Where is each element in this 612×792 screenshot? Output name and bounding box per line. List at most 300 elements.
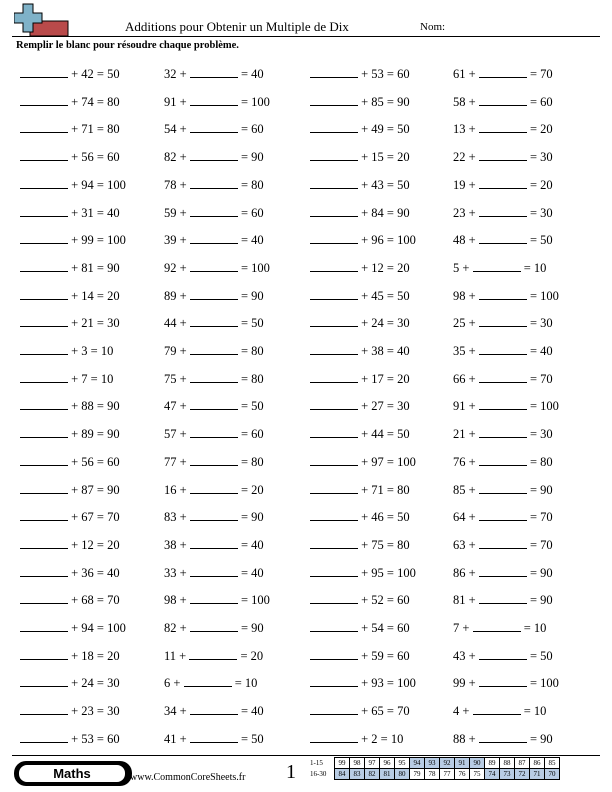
answer-key-cell: 93: [425, 758, 440, 769]
problem-left-text: 39 +: [164, 233, 190, 248]
answer-blank[interactable]: [310, 648, 358, 660]
problem-left-text: 92 +: [164, 260, 190, 275]
problem-left-text: 99 +: [453, 676, 479, 691]
answer-blank[interactable]: [479, 343, 527, 355]
answer-blank[interactable]: [190, 177, 238, 189]
answer-blank[interactable]: [310, 232, 358, 244]
problem-left-text: 81 +: [453, 593, 479, 608]
problem-text: + 7 = 10: [68, 371, 114, 386]
answer-blank[interactable]: [20, 426, 68, 438]
problem-item: [453, 454, 553, 469]
answer-key-cell: 94: [410, 758, 425, 769]
answer-blank[interactable]: [310, 260, 358, 272]
problem-left-text: 44 +: [164, 316, 190, 331]
problem-right-text: = 80: [237, 344, 264, 358]
problem-item: [20, 205, 120, 220]
problem-item: [453, 343, 553, 358]
answer-blank[interactable]: [310, 620, 358, 632]
problem-text: + 15 = 20: [358, 150, 410, 165]
problem-right-text: = 90: [526, 482, 553, 497]
problem-item: [310, 509, 410, 524]
answer-blank[interactable]: [20, 703, 68, 715]
problem-item: [164, 509, 264, 524]
answer-blank[interactable]: [479, 537, 527, 549]
problem-text: + 43 = 50: [358, 177, 410, 192]
name-label: Nom:: [420, 21, 446, 33]
problem-left-text: 35 +: [453, 344, 479, 358]
problem-left-text: 22 +: [453, 150, 479, 165]
problem-text: + 42 = 50: [68, 67, 120, 81]
answer-blank[interactable]: [190, 537, 238, 549]
problem-left-text: 19 +: [453, 177, 479, 192]
problem-item: [164, 482, 264, 497]
problem-right-text: = 70: [526, 371, 553, 386]
answer-blank[interactable]: [184, 675, 232, 687]
problem-item: [453, 648, 553, 663]
problem-item: [20, 149, 120, 164]
problem-text: + 56 = 60: [68, 150, 120, 165]
problem-item: [164, 454, 264, 469]
answer-blank[interactable]: [310, 454, 358, 466]
problem-item: [310, 232, 416, 247]
answer-key-row: [310, 758, 560, 769]
answer-blank[interactable]: [20, 232, 68, 244]
problem-item: [164, 315, 264, 330]
problem-left-text: 43 +: [453, 648, 479, 663]
answer-blank[interactable]: [20, 675, 68, 687]
problem-left-text: 91 +: [164, 94, 190, 109]
answer-blank[interactable]: [20, 177, 68, 189]
answer-blank[interactable]: [20, 343, 68, 355]
problem-item: [453, 232, 553, 247]
problem-left-text: 79 +: [164, 344, 190, 358]
problem-text: + 17 = 20: [358, 371, 410, 386]
problem-text: + 74 = 80: [68, 94, 120, 109]
problem-right-text: = 50: [526, 233, 553, 248]
problem-right-text: = 100: [526, 288, 559, 303]
answer-blank[interactable]: [20, 565, 68, 577]
problem-left-text: 57 +: [164, 427, 190, 442]
problem-text: + 59 = 60: [358, 648, 410, 663]
site-url[interactable]: www.CommonCoreSheets.fr: [130, 772, 246, 783]
problem-right-text: = 40: [237, 565, 264, 580]
problem-right-text: = 60: [237, 205, 264, 220]
problem-item: [164, 675, 257, 690]
problem-item: [453, 675, 559, 690]
problem-left-text: 48 +: [453, 233, 479, 248]
problem-item: [20, 454, 120, 469]
answer-key-cell: 80: [395, 769, 410, 780]
problem-text: + 87 = 90: [68, 482, 120, 497]
answer-blank[interactable]: [310, 703, 358, 715]
problem-item: [453, 426, 553, 441]
problem-item: [20, 731, 120, 746]
problem-item: [164, 66, 264, 81]
answer-blank[interactable]: [473, 703, 521, 715]
problem-text: + 24 = 30: [68, 676, 120, 691]
problem-item: [164, 565, 264, 580]
answer-blank[interactable]: [479, 94, 527, 106]
answer-blank[interactable]: [479, 592, 527, 604]
answer-blank[interactable]: [20, 731, 68, 743]
answer-blank[interactable]: [479, 149, 527, 161]
answer-key-cell: 72: [515, 769, 530, 780]
problem-item: [20, 537, 120, 552]
answer-blank[interactable]: [310, 426, 358, 438]
answer-key-cell: 89: [485, 758, 500, 769]
problem-item: [164, 94, 270, 109]
problem-item: [20, 482, 120, 497]
subject-badge: Maths: [18, 764, 126, 783]
answer-blank[interactable]: [190, 426, 238, 438]
problem-right-text: = 70: [526, 510, 553, 525]
answer-blank[interactable]: [479, 177, 527, 189]
problem-item: [310, 315, 410, 330]
answer-blank[interactable]: [190, 205, 238, 217]
problem-text: + 36 = 40: [68, 565, 120, 580]
answer-blank[interactable]: [310, 288, 358, 300]
answer-blank[interactable]: [310, 482, 358, 494]
answer-blank[interactable]: [310, 731, 358, 743]
problem-item: [453, 315, 553, 330]
answer-blank[interactable]: [20, 648, 68, 660]
answer-blank[interactable]: [479, 648, 527, 660]
answer-blank[interactable]: [20, 509, 68, 521]
problem-left-text: 32 +: [164, 67, 190, 81]
problem-text: + 56 = 60: [68, 454, 120, 469]
problem-left-text: 23 +: [453, 205, 479, 220]
problem-right-text: = 20: [526, 122, 553, 137]
problem-item: [453, 94, 553, 109]
problem-item: [453, 288, 559, 303]
answer-key-row: [310, 769, 560, 780]
problem-text: + 24 = 30: [358, 316, 410, 331]
problem-left-text: 38 +: [164, 537, 190, 552]
problem-item: [310, 482, 410, 497]
problem-item: [20, 675, 120, 690]
problem-item: [453, 121, 553, 136]
problem-item: [164, 205, 264, 220]
answer-blank[interactable]: [190, 482, 238, 494]
answer-blank[interactable]: [190, 260, 238, 272]
answer-blank[interactable]: [479, 565, 527, 577]
problem-item: [164, 232, 264, 247]
answer-blank[interactable]: [190, 398, 238, 410]
answer-blank[interactable]: [310, 121, 358, 133]
answer-blank[interactable]: [190, 371, 238, 383]
answer-blank[interactable]: [310, 537, 358, 549]
answer-blank[interactable]: [190, 454, 238, 466]
answer-key-cell: 71: [530, 769, 545, 780]
problem-item: [310, 149, 410, 164]
problem-left-text: 33 +: [164, 565, 190, 580]
problem-text: + 27 = 30: [358, 399, 410, 414]
problem-text: + 38 = 40: [358, 344, 410, 358]
problem-text: + 94 = 100: [68, 177, 126, 192]
answer-key-cell: 88: [500, 758, 515, 769]
answer-blank[interactable]: [310, 509, 358, 521]
problem-item: [164, 121, 264, 136]
problem-right-text: = 10: [231, 676, 258, 691]
answer-blank[interactable]: [479, 675, 527, 687]
problem-text: + 49 = 50: [358, 122, 410, 137]
problem-left-text: 85 +: [453, 482, 479, 497]
answer-blank[interactable]: [20, 592, 68, 604]
answer-blank[interactable]: [310, 177, 358, 189]
answer-blank[interactable]: [479, 482, 527, 494]
problem-right-text: = 10: [520, 260, 547, 275]
problem-item: [164, 648, 263, 663]
problem-right-text: = 30: [526, 150, 553, 165]
problem-left-text: 11 +: [164, 648, 190, 663]
problem-right-text: = 40: [237, 704, 264, 719]
problem-left-text: 83 +: [164, 510, 190, 525]
answer-blank[interactable]: [310, 565, 358, 577]
answer-blank[interactable]: [20, 315, 68, 327]
problem-item: [20, 648, 120, 663]
problem-right-text: = 20: [237, 648, 264, 663]
problem-item: [310, 66, 410, 81]
answer-blank[interactable]: [20, 94, 68, 106]
answer-blank[interactable]: [310, 592, 358, 604]
problem-item: [20, 620, 126, 635]
answer-blank[interactable]: [190, 149, 238, 161]
answer-blank[interactable]: [190, 232, 238, 244]
answer-blank[interactable]: [20, 537, 68, 549]
problem-item: [310, 426, 410, 441]
answer-blank[interactable]: [190, 509, 238, 521]
footer: [12, 755, 600, 786]
problem-item: [164, 731, 264, 746]
answer-blank[interactable]: [190, 121, 238, 133]
problem-text: + 81 = 90: [68, 260, 120, 275]
problem-item: [310, 371, 410, 386]
answer-blank[interactable]: [190, 731, 238, 743]
problem-text: + 53 = 60: [68, 731, 120, 746]
problem-right-text: = 60: [237, 427, 264, 442]
problem-right-text: = 90: [237, 621, 264, 635]
answer-blank[interactable]: [190, 592, 238, 604]
problem-item: [310, 177, 410, 192]
problem-item: [310, 121, 410, 136]
problem-left-text: 98 +: [453, 288, 479, 303]
answer-key-cell: 82: [365, 769, 380, 780]
problem-right-text: = 10: [520, 621, 547, 635]
problem-right-text: = 90: [237, 288, 264, 303]
problem-item: [20, 288, 120, 303]
answer-blank[interactable]: [479, 509, 527, 521]
problem-left-text: 21 +: [453, 427, 479, 442]
problem-text: + 18 = 20: [68, 648, 120, 663]
answer-key-cell: 74: [485, 769, 500, 780]
problem-item: [20, 426, 120, 441]
answer-blank[interactable]: [479, 205, 527, 217]
problem-left-text: 6 +: [164, 676, 184, 691]
problem-left-text: 5 +: [453, 260, 473, 275]
answer-blank[interactable]: [479, 731, 527, 743]
answer-blank[interactable]: [479, 121, 527, 133]
answer-blank[interactable]: [310, 315, 358, 327]
problem-item: [164, 426, 264, 441]
problem-item: [164, 288, 264, 303]
answer-blank[interactable]: [20, 371, 68, 383]
problem-text: + 93 = 100: [358, 676, 416, 691]
problem-right-text: = 30: [526, 205, 553, 220]
problem-item: [310, 537, 410, 552]
answer-blank[interactable]: [479, 398, 527, 410]
problem-right-text: = 90: [526, 593, 553, 608]
problem-left-text: 76 +: [453, 454, 479, 469]
answer-blank[interactable]: [20, 398, 68, 410]
answer-blank[interactable]: [20, 288, 68, 300]
problem-left-text: 47 +: [164, 399, 190, 414]
problem-item: [20, 232, 126, 247]
answer-blank[interactable]: [20, 66, 68, 78]
problem-item: [164, 371, 264, 386]
problem-right-text: = 100: [237, 260, 270, 275]
answer-blank[interactable]: [190, 66, 238, 78]
answer-blank[interactable]: [479, 232, 527, 244]
answer-blank[interactable]: [20, 149, 68, 161]
problem-text: + 94 = 100: [68, 621, 126, 635]
problem-right-text: = 100: [237, 593, 270, 608]
problem-right-text: = 90: [237, 510, 264, 525]
problem-item: [20, 371, 113, 386]
answer-blank[interactable]: [310, 371, 358, 383]
answer-blank[interactable]: [310, 149, 358, 161]
answer-key-cell: 79: [410, 769, 425, 780]
problem-item: [310, 620, 410, 635]
problem-right-text: = 30: [526, 316, 553, 331]
problem-item: [453, 565, 553, 580]
problem-item: [310, 260, 410, 275]
problem-text: + 99 = 100: [68, 233, 126, 248]
answer-blank[interactable]: [473, 260, 521, 272]
problem-item: [453, 177, 553, 192]
answer-blank[interactable]: [310, 675, 358, 687]
problem-text: + 88 = 90: [68, 399, 120, 414]
problem-left-text: 77 +: [164, 454, 190, 469]
answer-blank[interactable]: [20, 205, 68, 217]
problem-item: [164, 620, 264, 635]
problem-text: + 52 = 60: [358, 593, 410, 608]
problem-text: + 65 = 70: [358, 704, 410, 719]
problem-text: + 97 = 100: [358, 454, 416, 469]
answer-blank[interactable]: [479, 66, 527, 78]
problem-item: [453, 371, 553, 386]
answer-blank[interactable]: [190, 565, 238, 577]
problem-right-text: = 70: [526, 537, 553, 552]
problem-item: [310, 675, 416, 690]
problem-item: [164, 149, 264, 164]
problem-item: [453, 620, 546, 635]
answer-blank[interactable]: [190, 94, 238, 106]
problem-left-text: 75 +: [164, 371, 190, 386]
answer-blank[interactable]: [190, 620, 238, 632]
answer-key-cell: 84: [335, 769, 350, 780]
problem-text: + 12 = 20: [358, 260, 410, 275]
answer-blank[interactable]: [20, 454, 68, 466]
answer-blank[interactable]: [479, 454, 527, 466]
answer-blank[interactable]: [479, 371, 527, 383]
problem-text: + 85 = 90: [358, 94, 410, 109]
problem-item: [453, 703, 546, 718]
answer-key-cell: 90: [470, 758, 485, 769]
answer-blank[interactable]: [310, 343, 358, 355]
problem-right-text: = 90: [526, 565, 553, 580]
problem-item: [20, 177, 126, 192]
answer-key-cell: 75: [470, 769, 485, 780]
problem-left-text: 88 +: [453, 731, 479, 746]
problem-item: [453, 482, 553, 497]
problem-item: [164, 592, 270, 607]
answer-blank[interactable]: [310, 94, 358, 106]
problem-item: [453, 592, 553, 607]
answer-blank[interactable]: [310, 398, 358, 410]
problem-item: [453, 205, 553, 220]
answer-key-cell: 91: [455, 758, 470, 769]
problem-left-text: 86 +: [453, 565, 479, 580]
problem-text: + 53 = 60: [358, 67, 410, 81]
problem-left-text: 16 +: [164, 482, 190, 497]
answer-key-range: 16-30: [310, 770, 327, 778]
answer-blank[interactable]: [473, 620, 521, 632]
answer-key-cell: 99: [335, 758, 350, 769]
answer-blank[interactable]: [479, 315, 527, 327]
answer-key-cell: 81: [380, 769, 395, 780]
problem-item: [310, 288, 410, 303]
problem-right-text: = 50: [526, 648, 553, 663]
problem-text: + 31 = 40: [68, 205, 120, 220]
problem-text: + 95 = 100: [358, 565, 416, 580]
problem-item: [20, 94, 120, 109]
answer-blank[interactable]: [479, 426, 527, 438]
problem-item: [164, 177, 264, 192]
problem-item: [310, 731, 403, 746]
answer-blank[interactable]: [189, 648, 237, 660]
problem-left-text: 7 +: [453, 621, 473, 635]
answer-blank[interactable]: [190, 343, 238, 355]
problem-left-text: 41 +: [164, 731, 190, 746]
answer-blank[interactable]: [190, 288, 238, 300]
answer-blank[interactable]: [20, 620, 68, 632]
problem-text: + 12 = 20: [68, 537, 120, 552]
problem-text: + 14 = 20: [68, 288, 120, 303]
problem-text: + 46 = 50: [358, 510, 410, 525]
answer-blank[interactable]: [20, 482, 68, 494]
answer-blank[interactable]: [479, 288, 527, 300]
problem-item: [164, 537, 264, 552]
problem-left-text: 82 +: [164, 621, 190, 635]
problem-item: [453, 509, 553, 524]
problem-text: + 44 = 50: [358, 427, 410, 442]
answer-blank[interactable]: [310, 205, 358, 217]
answer-blank[interactable]: [190, 315, 238, 327]
problem-item: [164, 343, 264, 358]
problem-left-text: 58 +: [453, 94, 479, 109]
problem-right-text: = 50: [237, 399, 264, 414]
problem-right-text: = 50: [237, 731, 264, 746]
problem-right-text: = 90: [526, 731, 553, 746]
answer-blank[interactable]: [190, 703, 238, 715]
answer-blank[interactable]: [20, 121, 68, 133]
problem-text: + 23 = 30: [68, 704, 120, 719]
answer-blank[interactable]: [310, 66, 358, 78]
problem-text: + 96 = 100: [358, 233, 416, 248]
problem-right-text: = 40: [526, 344, 553, 358]
problem-left-text: 89 +: [164, 288, 190, 303]
answer-blank[interactable]: [20, 260, 68, 272]
